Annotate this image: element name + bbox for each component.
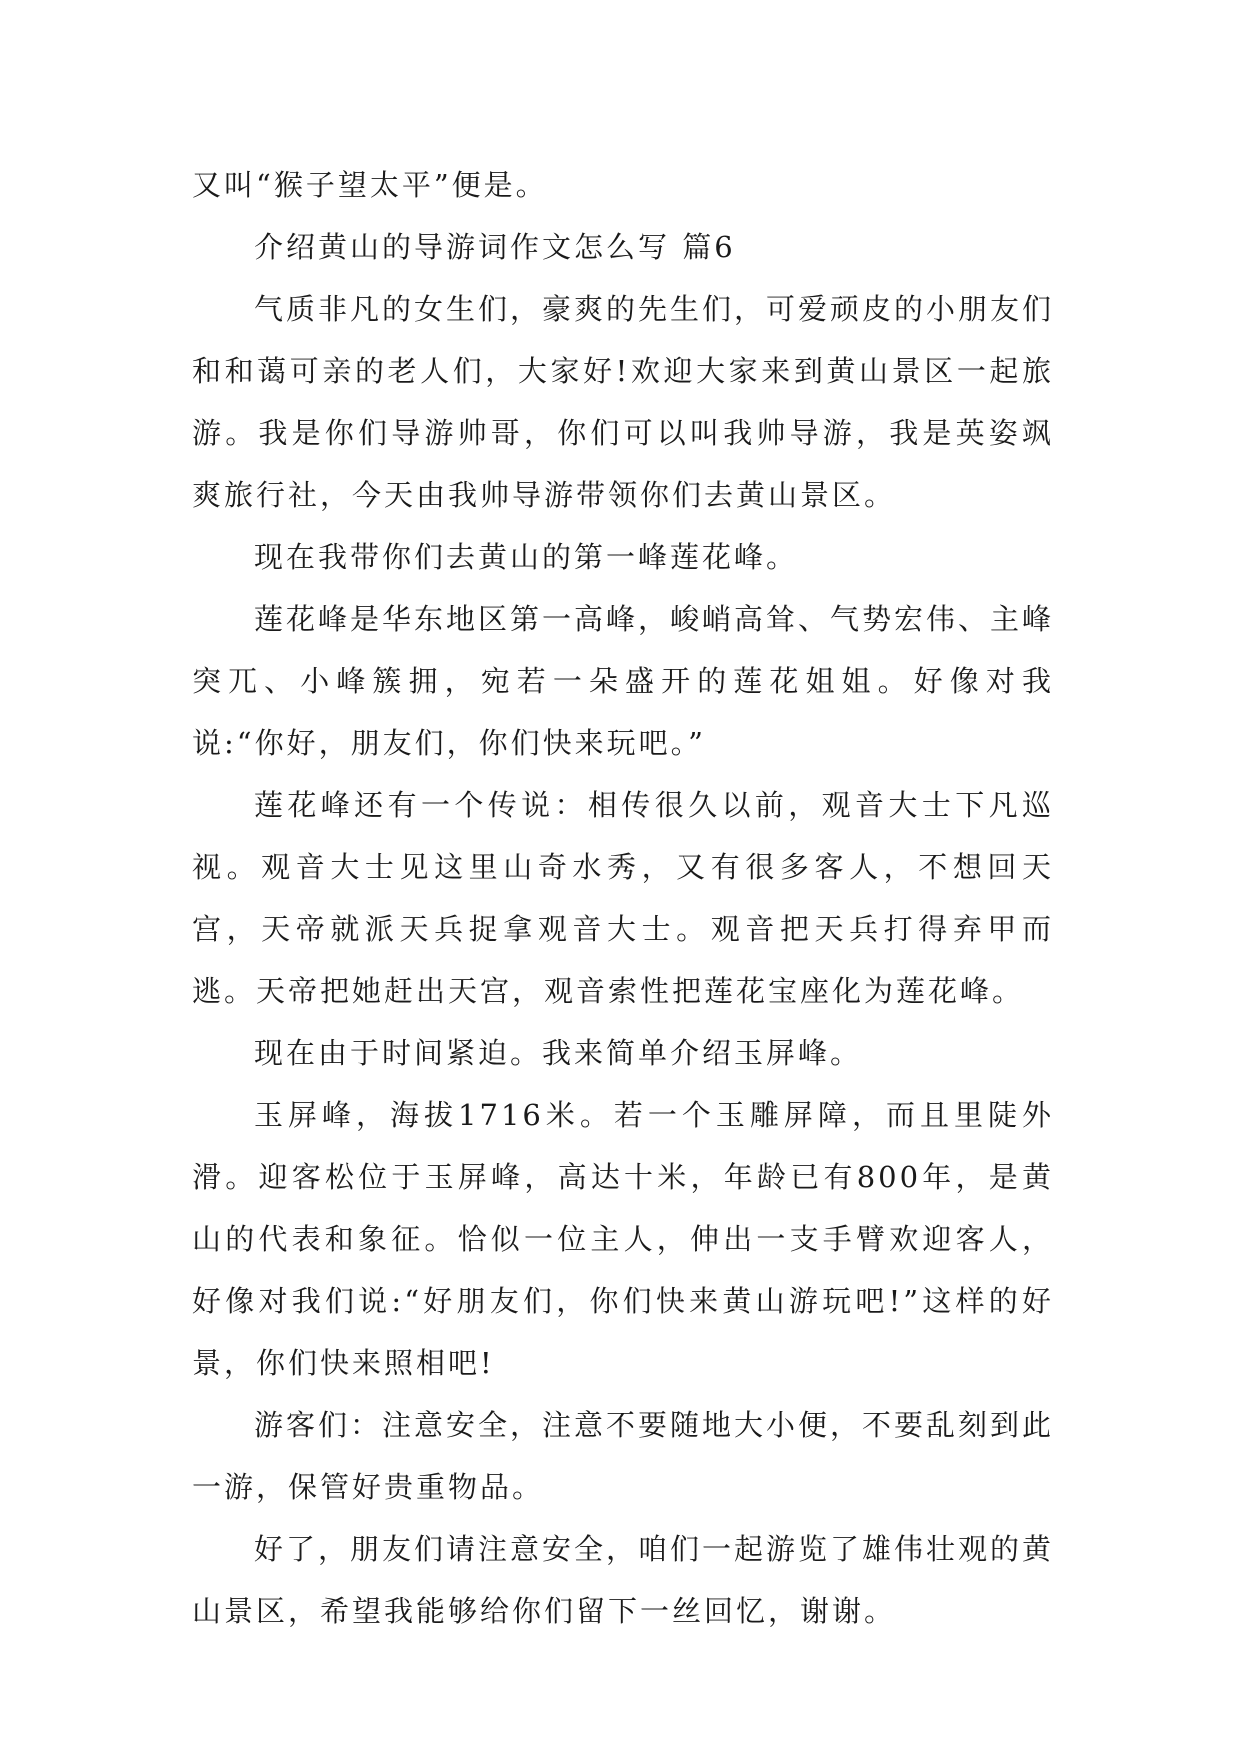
paragraph-greeting: 气质非凡的女生们，豪爽的先生们，可爱顽皮的小朋友们和和蔼可亲的老人们，大家好!欢迎大家来到黄山景区一起旅游。我是你们导游帅哥，你们可以叫我帅导游，我是英姿飒爽旅行社，今天由我帅导游带领你们去黄山景区。 — [192, 292, 1055, 512]
paragraph-safety: 游客们：注意安全，注意不要随地大小便，不要乱刻到此一游，保管好贵重物品。 — [192, 1408, 1055, 1504]
paragraph-time: 现在由于时间紧迫。我来简单介绍玉屏峰。 — [254, 1036, 863, 1070]
section-heading: 介绍黄山的导游词作文怎么写 篇6 — [254, 230, 736, 264]
paragraph-lotus-peak: 莲花峰是华东地区第一高峰，峻峭高耸、气势宏伟、主峰突兀、小峰簇拥，宛若一朵盛开的莲花姐姐。好像对我说:“你好，朋友们，你们快来玩吧。” — [192, 602, 1055, 760]
paragraph-jade-screen-peak: 玉屏峰，海拔1716米。若一个玉雕屏障，而且里陡外滑。迎客松位于玉屏峰，高达十米，年龄已有800年，是黄山的代表和象征。恰似一位主人，伸出一支手臂欢迎客人，好像对我们说:“好朋友们，你们快来黄山游玩吧!”这样的好景，你们快来照相吧! — [192, 1098, 1054, 1380]
paragraph-continuation: 又叫“猴子望太平”便是。 — [192, 168, 548, 202]
document-body — [192, 154, 1054, 1642]
paragraph-legend: 莲花峰还有一个传说：相传很久以前，观音大士下凡巡视。观音大士见这里山奇水秀，又有很多客人，不想回天宫，天帝就派天兵捉拿观音大士。观音把天兵打得弃甲而逃。天帝把她赶出天宫，观音索性把莲花宝座化为莲花峰。 — [192, 788, 1054, 1008]
paragraph-first-peak: 现在我带你们去黄山的第一峰莲花峰。 — [254, 540, 799, 574]
paragraph-closing: 好了，朋友们请注意安全，咱们一起游览了雄伟壮观的黄山景区，希望我能够给你们留下一丝回忆，谢谢。 — [192, 1532, 1055, 1628]
